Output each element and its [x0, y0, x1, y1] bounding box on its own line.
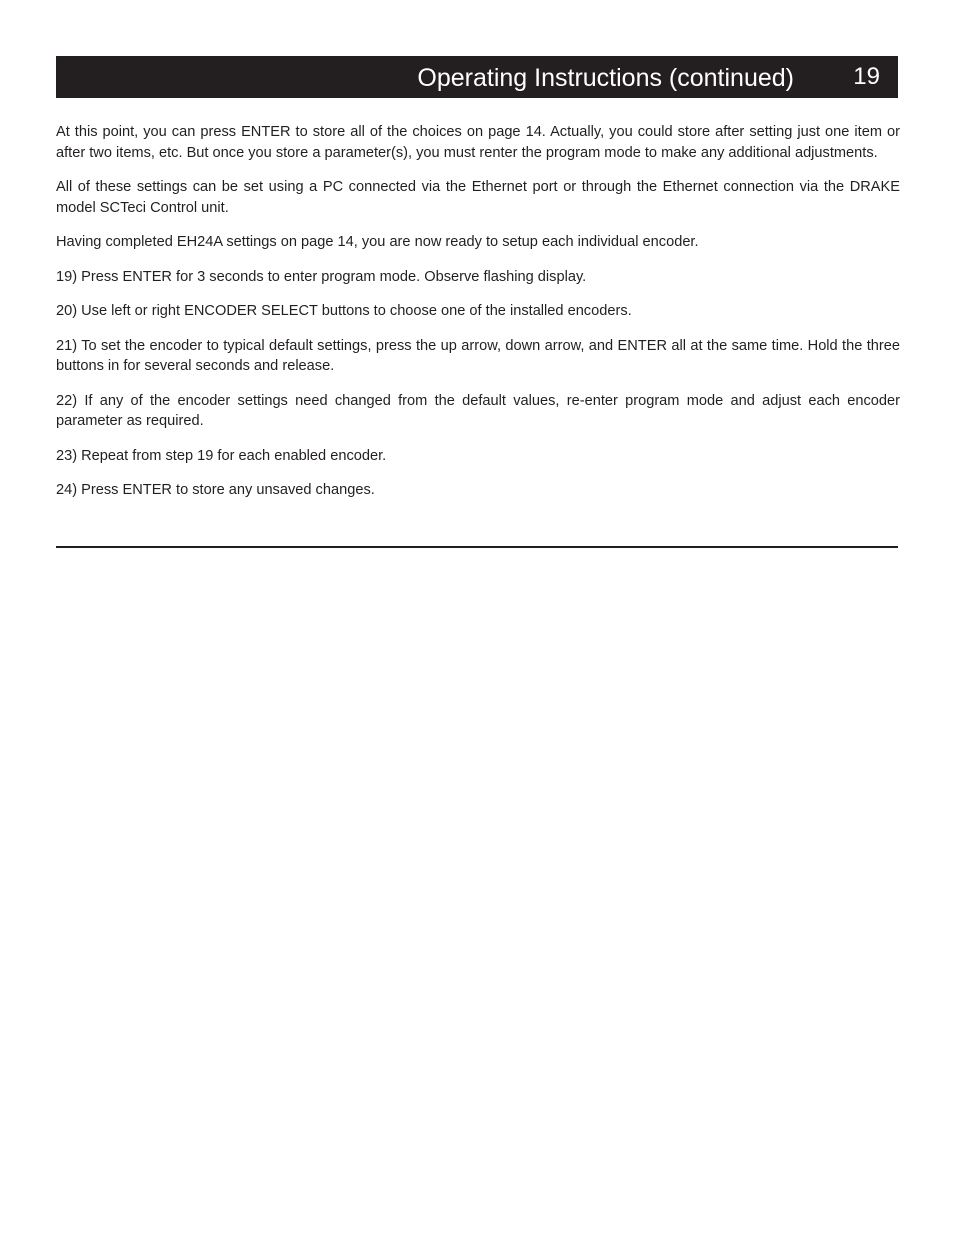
step-21: 21) To set the encoder to typical default settings, press the up arrow, down arrow, and ENTER all at the same time. Hold the three buttons in for several seconds and release. [56, 337, 900, 374]
paragraph-ethernet-settings: All of these settings can be set using a PC connected via the Ethernet port or through the Ethernet connection via the DRAKE model SCTeci Control unit. [56, 179, 900, 216]
document-body [56, 122, 900, 515]
step-22: 22) If any of the encoder settings need changed from the default values, re-enter program mode and adjust each encoder parameter as required. [56, 392, 900, 429]
step-23: 23) Repeat from step 19 for each enabled encoder. [56, 447, 387, 464]
header-bar [56, 56, 898, 98]
page-number: 19 [853, 63, 880, 90]
step-24: 24) Press ENTER to store any unsaved changes. [56, 482, 375, 498]
step-20: 20) Use left or right ENCODER SELECT buttons to choose one of the installed encoders. [56, 303, 632, 319]
paragraph-store-choices: At this point, you can press ENTER to store all of the choices on page 14. Actually, you could store after setting just one item or after two items, etc. But once you store a parameter(s), you must renter the program mode to make any additional adjustments. [56, 124, 900, 161]
paragraph-setup-encoder: Having completed EH24A settings on page 14, you are now ready to setup each individual encoder. [56, 234, 699, 250]
step-19: 19) Press ENTER for 3 seconds to enter program mode. Observe flashing display. [56, 268, 587, 285]
bottom-divider [56, 546, 898, 548]
page-title: Operating Instructions (continued) [417, 64, 794, 92]
